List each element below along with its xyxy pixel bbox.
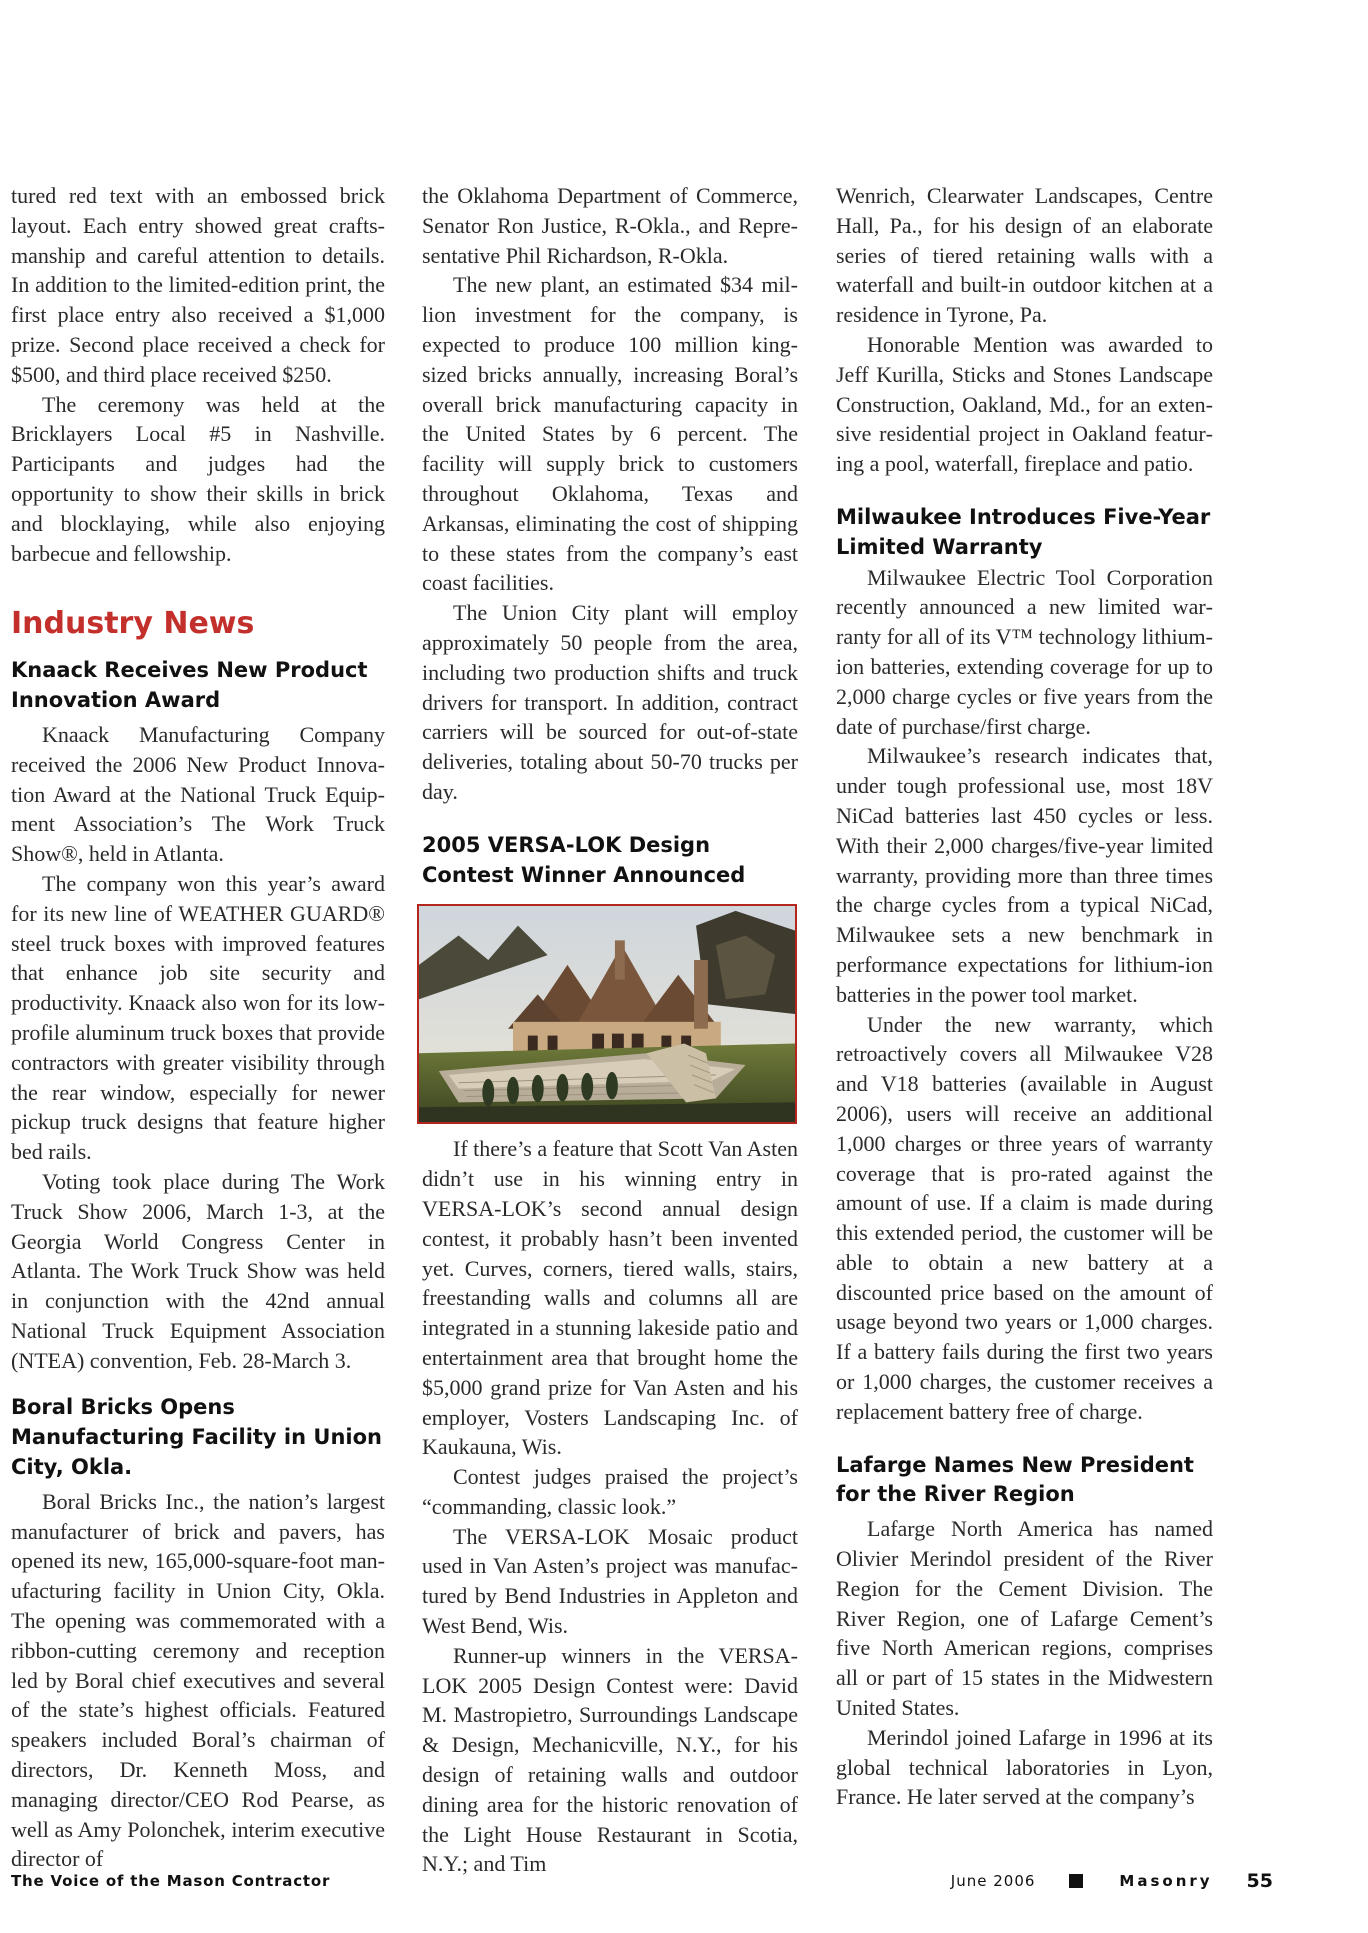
paragraph: Honorable Mention was awarded to Jeff Kurilla, Sticks and Stones Landscape Construction, Oakland, Md., for an extensive residential project in Oakland featuring a pool, waterfall, fireplace and patio. <box>836 331 1213 477</box>
paragraph: tured red text with an embossed brick layout. Each entry showed great craftsmanship and careful attention to details. In addition to the limited-edition print, the first place entry also received a $1,000 prize. Second place received a check for $500, and third place received $250. <box>11 183 385 387</box>
paragraph: Voting took place during The Work Truck Show 2006, March 1-3, at the Georgia World Congress Center in Atlanta. The Work Truck Show was held in conjunction with the 42nd annual National Truck Equipment Association (NTEA) convention, Feb. 28-March 3. <box>11 1168 385 1373</box>
paragraph: Merindol joined Lafarge in 1996 at its global technical laboratories in Lyon, France. He later served at the company’s <box>836 1724 1213 1810</box>
paragraph: Contest judges praised the project’s “commanding, classic look.” <box>422 1464 798 1519</box>
article-headline: 2005 VERSA-LOK Design Contest Winner Announced <box>422 832 746 887</box>
paragraph: If there’s a feature that Scott Van Asten didn’t use in his winning entry in VERSA-LOK’s second annual design contest, it probably hasn’t been invented yet. Curves, corners, tiered walls, stairs, freestanding walls and columns all are integrated in a stunning lakeside patio and entertainment area that brought home the $5,000 grand prize for Van Asten and his employer, Vosters Landscaping Inc. of Kaukauna, Wis. <box>422 1136 798 1460</box>
article-headline: Lafarge Names New President for the River Region <box>836 1452 1194 1507</box>
page-number: 55 <box>1246 1870 1273 1892</box>
section-title: Industry News <box>11 606 255 642</box>
magazine-name: Masonry <box>1119 1872 1213 1890</box>
paragraph: The Union City plant will employ approximately 50 people from the area, including two production shifts and truck drivers for transport. In addition, contract carriers will be sourced for out-of-state deliveries, totaling about 50-70 trucks per day. <box>422 600 798 804</box>
paragraph: The ceremony was held at the Bricklayers Local #5 in Nashville. Participants and judges had the opportunity to show their skills in brick and blocklaying, while also enjoying barbecue and fellowship. <box>11 391 385 566</box>
paragraph: Milwaukee Electric Tool Corporation recently announced a new limited warranty for all of its V™ technology lithium-ion batteries, extending coverage for up to 2,000 charge cycles or five years from the date of purchase/first charge. <box>836 564 1213 739</box>
paragraph: Wenrich, Clearwater Landscapes, Centre Hall, Pa., for his design of an elaborate series of tiered retaining walls with a waterfall and built-in outdoor kitchen at a residence in Tyrone, Pa. <box>836 183 1213 328</box>
column-2 <box>422 181 798 1879</box>
paragraph: The VERSA-LOK Mosaic product used in Van Asten’s project was manufactured by Bend Industries in Appleton and West Bend, Wis. <box>422 1523 798 1639</box>
paragraph: The new plant, an estimated $34 million investment for the company, is expected to produce 100 million king-sized bricks annually, increasing Boral’s overall brick manufacturing capacity in the United States by 6 percent. The facility will supply brick to customers throughout Oklahoma, Texas and Arkansas, eliminating the cost of shipping to these states from the company’s east coast facilities. <box>422 272 798 596</box>
paragraph: the Oklahoma Department of Commerce, Senator Ron Justice, R-Okla., and Representative Phil Richardson, R-Okla. <box>422 183 798 268</box>
article-headline: Knaack Receives New Product Innovation Award <box>11 658 368 713</box>
article-headline: Milwaukee Introduces Five-Year Limited Warranty <box>836 504 1211 559</box>
article-headline: Boral Bricks Opens Manufacturing Facility in Union City, Okla. <box>11 1395 382 1480</box>
paragraph: Under the new warranty, which retroactively covers all Milwaukee V28 and V18 batteries (available in August 2006), users will receive an additional 1,000 charges or three years of warranty coverage that is pro-rated against the amount of use. If a claim is made during this extended period, the customer will be able to obtain a new battery at a discounted price based on the amount of usage beyond two years or 1,000 charges. If a battery fails during the first two years or 1,000 charges, the customer receives a replacement battery free of charge. <box>836 1011 1213 1424</box>
paragraph: Lafarge North America has named Olivier Merindol president of the River Region for the Cement Division. The River Region, one of Lafarge Cement’s five North American regions, comprises all or part of 15 states in the Midwestern United States. <box>836 1516 1213 1721</box>
column-3 <box>836 181 1213 1812</box>
column-1 <box>11 181 385 1874</box>
issue-date: June 2006 <box>950 1872 1036 1890</box>
paragraph: Runner-up winners in the VERSA-LOK 2005 Design Contest were: David M. Mastropietro, Surroundings Landscape & Design, Mechanicville, N.Y., for his design of retaining walls and outdoor dining area for the historic renovation of the Light House Restaurant in Scotia, N.Y.; and Tim <box>422 1642 798 1877</box>
footer-tagline: The Voice of the Mason Contractor <box>11 1872 331 1890</box>
paragraph: Boral Bricks Inc., the nation’s largest manufacturer of brick and pavers, has opened its new, 165,000-square-foot manufacturing facility in Union City, Okla. The opening was commemorated with a ribbon-cutting ceremony and reception led by Boral chief executives and several of the state’s highest officials. Featured speakers included Boral’s chairman of directors, Dr. Kenneth Moss, and managing director/CEO Rod Pearse, as well as Amy Polonchek, interim executive director of <box>11 1488 385 1872</box>
paragraph: Knaack Manufacturing Company received the 2006 New Product Innovation Award at the National Truck Equipment Association’s The Work Truck Show®, held in Atlanta. <box>11 721 385 867</box>
page-footer <box>11 1870 1273 1894</box>
footer-right <box>951 1870 1273 1892</box>
square-bullet-icon <box>1069 1874 1083 1888</box>
house-photo-icon <box>417 904 797 1124</box>
paragraph: The company won this year’s award for its new line of WEATHER GUARD® steel truck boxes with improved features that enhance job site security and productivity. Knaack also won for its low-profile aluminum truck boxes that provide contractors with greater visibility through the rear window, especially for newer pickup truck designs that feature higher bed rails. <box>11 870 385 1165</box>
paragraph: Milwaukee’s research indicates that, under tough professional use, most 18V NiCad batteries last 450 cycles or less. With their 2,000 charges/five-year limited warranty, providing more than three times the charge cycles from a typical NiCad, Milwaukee sets a new benchmark in performance expectations for lithium-ion batteries in the power tool market. <box>836 743 1213 1007</box>
